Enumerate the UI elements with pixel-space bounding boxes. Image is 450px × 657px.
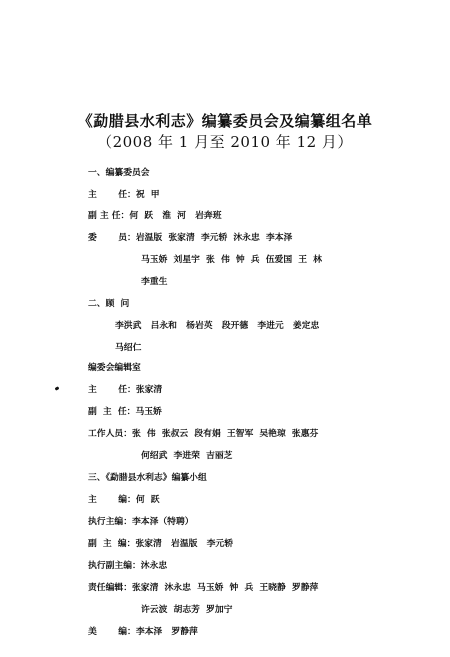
text-line: 责任编辑：张家清 沐永忠 马玉娇 钟 兵 王晓静 罗静萍 bbox=[88, 583, 319, 593]
text-line: 工作人员：张 伟 张叔云 段有娟 王智军 吴艳琼 张惠芬 bbox=[88, 429, 319, 439]
section-heading-compilation-group: 三、《勐腊县水利志》编纂小组 bbox=[88, 473, 207, 483]
text-line: 美 编：李本泽 罗静萍 bbox=[88, 627, 198, 637]
section-heading-editorial-office: 编委会编辑室 bbox=[88, 363, 141, 373]
text-line: 委 员：岩温版 张家清 李元轿 沐永忠 李本泽 bbox=[88, 233, 293, 243]
text-line: 李洪武 吕永和 杨岩英 段开德 李进元 姜定忠 bbox=[115, 321, 320, 331]
text-line: 执行副主编：沐永忠 bbox=[88, 561, 168, 571]
ink-mark bbox=[55, 386, 60, 391]
text-line: 副 主 任：马玉娇 bbox=[88, 407, 162, 417]
text-line: 主 任：张家清 bbox=[88, 385, 163, 395]
text-line: 执行主编：李本泽（特聘） bbox=[88, 517, 194, 527]
text-line: 主 编：何 跃 bbox=[88, 495, 160, 505]
text-line: 李重生 bbox=[141, 277, 168, 287]
text-line: 马绍仁 bbox=[115, 343, 142, 353]
document-subtitle: （2008 年 1 月至 2010 年 12 月） bbox=[97, 133, 353, 151]
text-line: 副 主 编：张家清 岩温版 李元轿 bbox=[88, 539, 233, 549]
text-line: 主 任：祝 甲 bbox=[88, 190, 160, 200]
section-heading-advisors: 二、顾 问 bbox=[88, 299, 130, 309]
text-line: 何绍武 李进荣 吉丽芝 bbox=[141, 451, 233, 461]
document-title: 《勐腊县水利志》编纂委员会及编纂组名单 bbox=[77, 112, 373, 130]
text-line: 许云波 胡志芳 罗加宁 bbox=[141, 605, 233, 615]
section-heading-committee: 一、编纂委员会 bbox=[88, 168, 150, 178]
text-line: 马玉娇 刘星宇 张 伟 钟 兵 伍爱国 王 林 bbox=[141, 255, 322, 265]
text-line: 副 主 任：何 跃 淮 河 岩奔班 bbox=[88, 211, 222, 221]
